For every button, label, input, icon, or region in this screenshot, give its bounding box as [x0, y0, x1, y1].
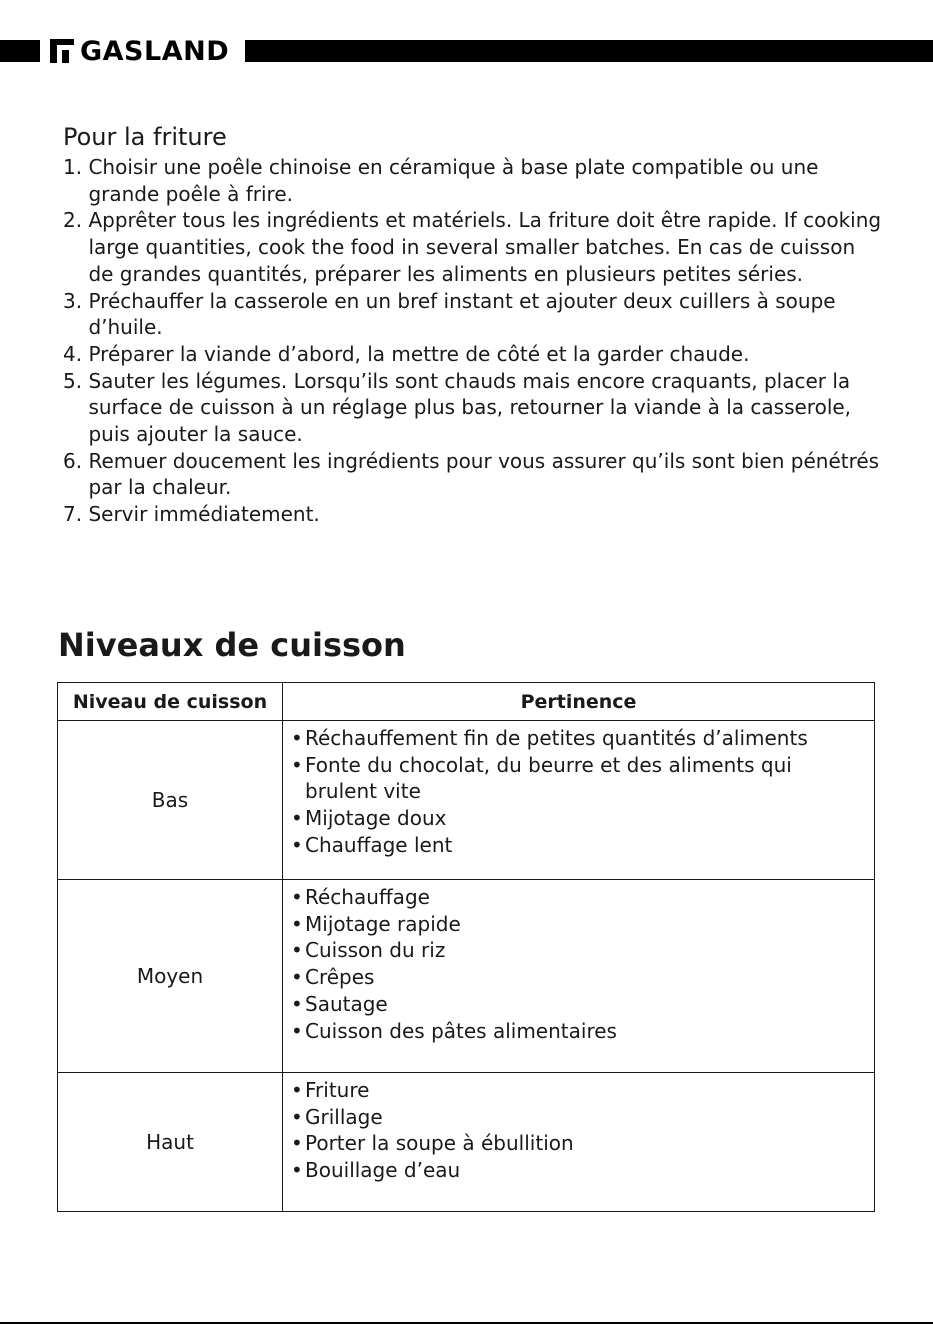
level-cell: Moyen — [58, 880, 283, 1073]
list-item: • Grillage — [291, 1104, 383, 1129]
list-item: • Mijotage rapide — [291, 911, 461, 936]
frying-step: 3. Préchauffer la casserole en un bref instant et ajouter deux cuillers à soupe d’huile. — [63, 288, 836, 340]
level-cell: Haut — [58, 1073, 283, 1212]
frying-step: 7. Servir immédiatement. — [63, 502, 320, 527]
header-level: Niveau de cuisson — [58, 683, 283, 721]
relevance-cell — [283, 1073, 875, 1212]
table-header-row — [58, 683, 875, 721]
levels-title: Niveaux de cuisson — [58, 626, 406, 664]
brand-name: GASLAND — [80, 35, 230, 67]
list-item: • Réchauffage — [291, 885, 430, 909]
frying-steps — [63, 154, 883, 528]
list-item: • Fonte du chocolat, du beurre et des aliments qui brulent vite — [291, 752, 792, 804]
frying-step: 2. Apprêter tous les ingrédients et matériels. La friture doit être rapide. If cooking large quantities, cook the food in several smaller batches. En cas de cuisson de grandes quantités, préparer les aliments en plusieurs petites séries. — [63, 208, 882, 286]
brand-logo — [50, 34, 229, 68]
list-item: • Mijotage doux — [291, 806, 447, 831]
header-bar-left — [0, 40, 40, 62]
frying-step: 4. Préparer la viande d’abord, la mettre de côté et la garder chaude. — [63, 341, 750, 366]
relevance-cell — [283, 721, 875, 880]
list-item: • Sautage — [291, 991, 388, 1016]
frying-title: Pour la friture — [63, 123, 227, 151]
list-item: • Réchauffement fin de petites quantités d’aliments — [291, 726, 808, 750]
gasland-logo-mark-icon — [50, 39, 74, 63]
list-item: • Crêpes — [291, 965, 375, 990]
list-item: • Porter la soupe à ébullition — [291, 1131, 574, 1156]
header-relevance: Pertinence — [283, 683, 875, 721]
header-bar-right — [245, 40, 933, 62]
table-row — [58, 1073, 875, 1212]
frying-step: 6. Remuer doucement les ingrédients pour vous assurer qu’ils sont bien pénétrés par la chaleur. — [63, 448, 880, 500]
list-item: • Bouillage d’eau — [291, 1158, 461, 1183]
table-row — [58, 721, 875, 880]
list-item: • Chauffage lent — [291, 832, 453, 857]
levels-table — [57, 682, 875, 1212]
list-item: • Friture — [291, 1078, 370, 1102]
relevance-cell — [283, 880, 875, 1073]
frying-step: 1. Choisir une poêle chinoise en céramique à base plate compatible ou une grande poêle à frire. — [63, 155, 819, 206]
level-cell: Bas — [58, 721, 283, 880]
list-item: • Cuisson des pâtes alimentaires — [291, 1018, 617, 1043]
table-row — [58, 880, 875, 1073]
list-item: • Cuisson du riz — [291, 938, 446, 963]
frying-step: 5. Sauter les légumes. Lorsqu’ils sont chauds mais encore craquants, placer la surface de cuisson à un réglage plus bas, retourner la viande à la casserole, puis ajouter la sauce. — [63, 368, 852, 447]
